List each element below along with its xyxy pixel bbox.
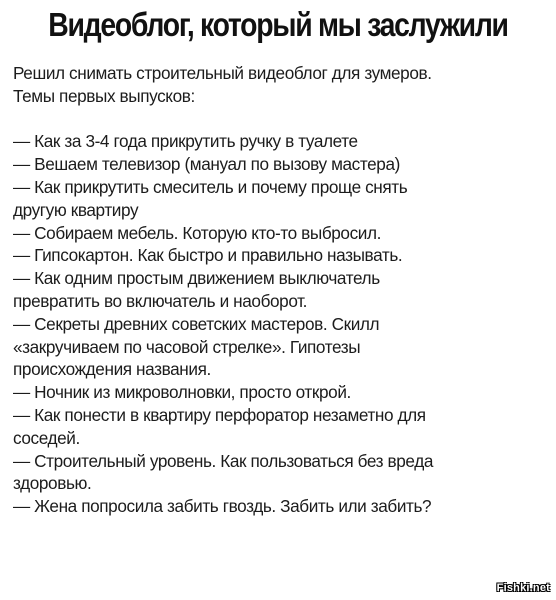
- intro-line: Темы первых выпусков:: [13, 85, 195, 106]
- list-line: — Секреты древних советских мастеров. Скилл: [13, 313, 380, 334]
- source-watermark: Fishki.net: [496, 582, 550, 594]
- list-line: — Гипсокартон. Как быстро и правильно называть.: [13, 245, 403, 266]
- list-line: соседей.: [13, 427, 80, 448]
- list-line: — Вешаем телевизор (мануал по вызову мастера): [13, 154, 400, 175]
- paragraph-gap: [13, 108, 548, 131]
- list-line: здоровью.: [13, 473, 92, 494]
- list-line: — Как прикрутить смеситель и почему проще снять: [13, 176, 408, 197]
- list-line: — Жена попросила забить гвоздь. Забить или забить?: [13, 496, 432, 517]
- list-line: — Как понести в квартиру перфоратор незаметно для: [13, 404, 426, 425]
- list-line: — Как одним простым движением выключатель: [13, 268, 380, 289]
- intro-line: Решил снимать строительный видеоблог для зумеров.: [13, 63, 432, 83]
- list-line: — Как за 3-4 года прикрутить ручку в туалете: [13, 131, 358, 152]
- list-line: превратить во включатель и наоборот.: [13, 290, 308, 311]
- list-line: другую квартиру: [13, 199, 139, 220]
- post-title: Видеоблог, который мы заслужили: [48, 6, 508, 43]
- list-line: — Ночник из микроволновки, просто открой.: [13, 382, 351, 403]
- list-line: — Собираем мебель. Которую кто-то выбросил.: [13, 222, 381, 243]
- post-body: [13, 62, 548, 518]
- list-line: происхождения названия.: [13, 359, 211, 380]
- list-line: «закручиваем по часовой стрелке». Гипотезы: [13, 336, 361, 357]
- list-line: — Строительный уровень. Как пользоваться без вреда: [13, 450, 433, 471]
